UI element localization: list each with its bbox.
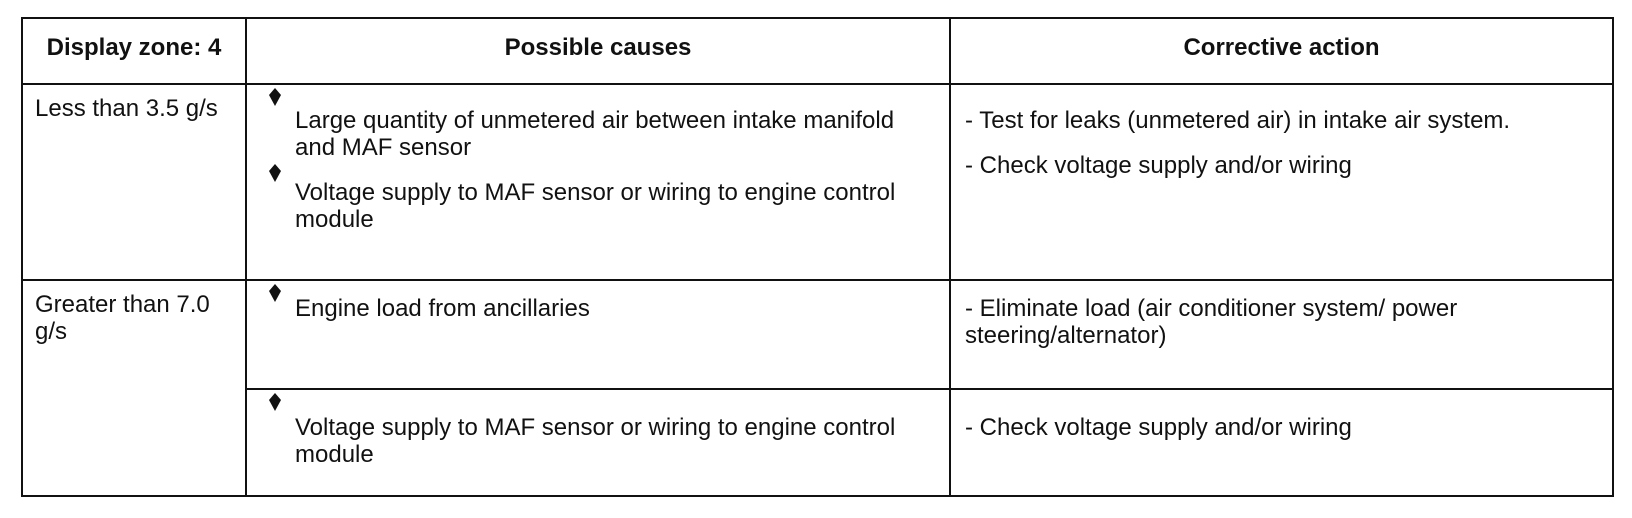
zone-cell: Greater than 7.0 g/s	[22, 280, 246, 496]
actions-cell	[950, 389, 1613, 496]
action-text: - Check voltage supply and/or wiring	[965, 413, 1352, 441]
table-header-row	[22, 18, 1613, 84]
cause-text: Voltage supply to MAF sensor or wiring to engine control module	[295, 413, 896, 468]
diamond-bullet-icon	[267, 88, 283, 106]
cause-item	[247, 85, 949, 161]
diagnostic-table-container	[21, 17, 1614, 497]
header-display-zone: Display zone: 4	[22, 18, 246, 84]
cause-item	[247, 161, 949, 233]
cause-text: Voltage supply to MAF sensor or wiring to engine control module	[295, 179, 896, 233]
zone-cell: Less than 3.5 g/s	[22, 84, 246, 280]
diamond-bullet-icon	[267, 284, 283, 302]
table-row	[22, 84, 1613, 280]
action-text: - Check voltage supply and/or wiring	[965, 152, 1352, 179]
actions-cell	[950, 84, 1613, 280]
header-corrective-action: Corrective action	[950, 18, 1613, 84]
action-text: - Eliminate load (air conditioner system/ power steering/alternator)	[965, 295, 1458, 350]
causes-cell	[246, 389, 950, 496]
cause-item	[247, 390, 949, 468]
causes-cell	[246, 84, 950, 280]
cause-text: Engine load from ancillaries	[295, 295, 590, 323]
diamond-bullet-icon	[267, 164, 283, 182]
header-possible-causes: Possible causes	[246, 18, 950, 84]
causes-cell	[246, 280, 950, 388]
diamond-bullet-icon	[267, 393, 283, 411]
actions-cell	[950, 280, 1613, 388]
cause-item	[247, 281, 949, 322]
action-text: - Test for leaks (unmetered air) in intake air system.	[965, 107, 1511, 134]
cause-text: Large quantity of unmetered air between intake manifold and MAF sensor	[295, 107, 895, 161]
diagnostic-table	[21, 17, 1614, 497]
table-row	[22, 280, 1613, 388]
table-row	[22, 389, 1613, 496]
